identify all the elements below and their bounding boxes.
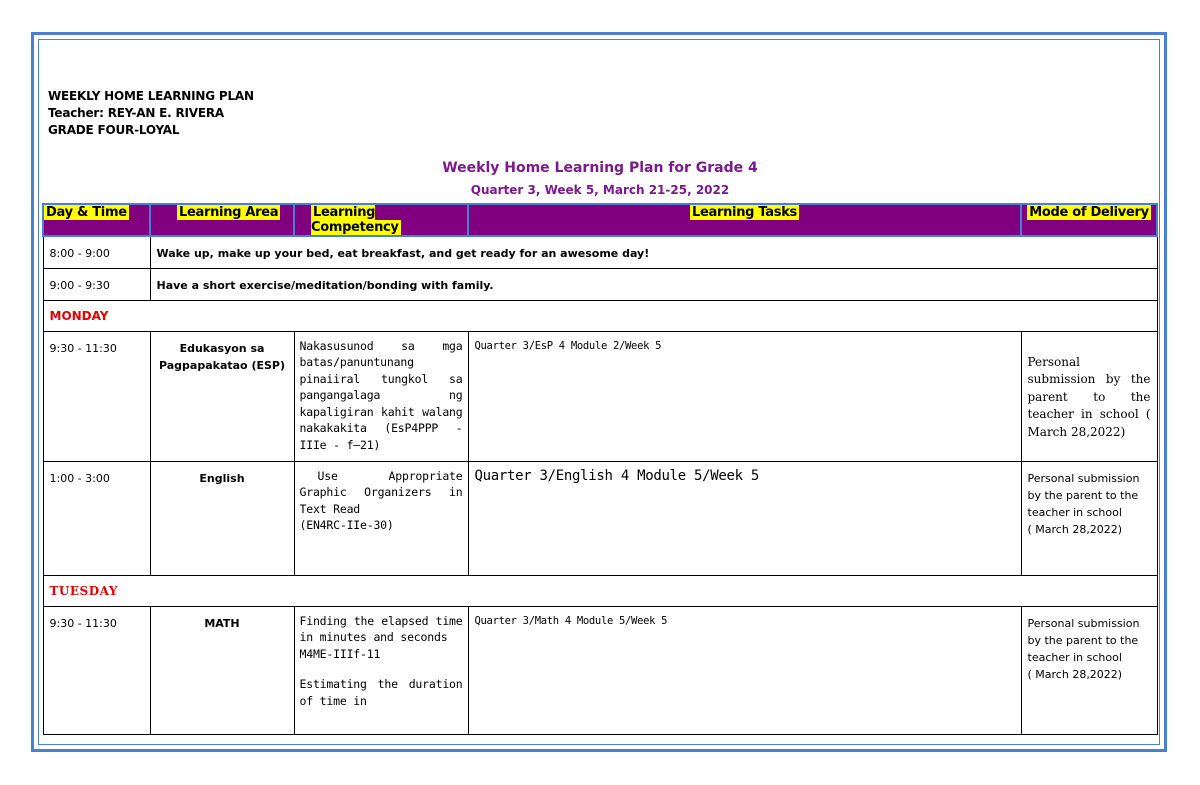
learning-plan-table	[42, 203, 1158, 735]
header-teacher: Teacher: REY-AN E. RIVERA	[48, 106, 225, 120]
learning-area-cell: MATH	[150, 606, 294, 734]
task-cell: Quarter 3/Math 4 Module 5/Week 5	[468, 606, 1021, 734]
col-header-day-time: Day & Time	[43, 204, 150, 236]
competency-cell	[294, 461, 468, 575]
day-row-tuesday	[43, 575, 1157, 606]
spacer	[300, 662, 463, 676]
day-label: MONDAY	[43, 300, 1157, 331]
time-cell: 1:00 - 3:00	[43, 461, 150, 575]
document-header	[48, 88, 254, 139]
task-cell: Quarter 3/English 4 Module 5/Week 5	[468, 461, 1021, 575]
competency-code: M4ME-IIIf-11	[299, 646, 381, 661]
delivery-text: Personal submission by the parent to the teacher in school	[1027, 471, 1140, 519]
competency-text: Finding the elapsed time in minutes and seconds	[299, 613, 463, 644]
delivery-date: ( March 28,2022)	[1027, 667, 1123, 681]
learning-area-cell: Edukasyon sa Pagpapakatao (ESP)	[150, 331, 294, 461]
time-cell: 9:30 - 11:30	[43, 331, 150, 461]
col-header-learning-competency: Learning Competency	[294, 204, 468, 236]
plan-subtitle: Quarter 3, Week 5, March 21-25, 2022	[470, 183, 730, 197]
table-row	[43, 606, 1157, 734]
competency-cell	[294, 606, 468, 734]
learning-area-cell: English	[150, 461, 294, 575]
day-label: TUESDAY	[43, 575, 1157, 606]
table-row	[43, 236, 1157, 268]
time-cell: 9:30 - 11:30	[43, 606, 150, 734]
table-row	[43, 268, 1157, 300]
time-cell: 8:00 - 9:00	[43, 236, 150, 268]
competency-text-2: Estimating the duration of time in	[299, 677, 463, 708]
competency-code: (EN4RC-IIe-30)	[299, 518, 394, 532]
task-cell: Quarter 3/EsP 4 Module 2/Week 5	[468, 331, 1021, 461]
competency-text: Use Appropriate Graphic Organizers in Text Read	[299, 468, 463, 516]
activity-cell: Have a short exercise/meditation/bonding with family.	[150, 268, 1157, 300]
plan-title: Weekly Home Learning Plan for Grade 4	[442, 160, 758, 176]
header-grade: GRADE FOUR-LOYAL	[48, 123, 180, 137]
col-header-learning-area: Learning Area	[150, 204, 294, 236]
activity-cell: Wake up, make up your bed, eat breakfast, and get ready for an awesome day!	[150, 236, 1157, 268]
header-plan-label: WEEKLY HOME LEARNING PLAN	[48, 89, 254, 103]
table-row	[43, 331, 1157, 461]
competency-cell: Nakasusunod sa mga batas/panuntunang pinaiiral tungkol sa pangangalaga ng kapaligiran kahit walang nakakakita (EsP4PPP - IIIe - f–21)	[294, 331, 468, 461]
col-header-learning-tasks: Learning Tasks	[468, 204, 1021, 236]
delivery-cell: Personal submission by the parent to the teacher in school ( March 28,2022)	[1021, 331, 1157, 461]
col-header-mode-of-delivery: Mode of Delivery	[1021, 204, 1157, 236]
table-row	[43, 461, 1157, 575]
delivery-cell	[1021, 461, 1157, 575]
delivery-date: ( March 28,2022)	[1027, 522, 1123, 536]
delivery-cell	[1021, 606, 1157, 734]
day-row-monday	[43, 300, 1157, 331]
delivery-text: Personal submission by the parent to the teacher in school	[1027, 616, 1140, 664]
table-header-row	[43, 204, 1157, 236]
time-cell: 9:00 - 9:30	[43, 268, 150, 300]
